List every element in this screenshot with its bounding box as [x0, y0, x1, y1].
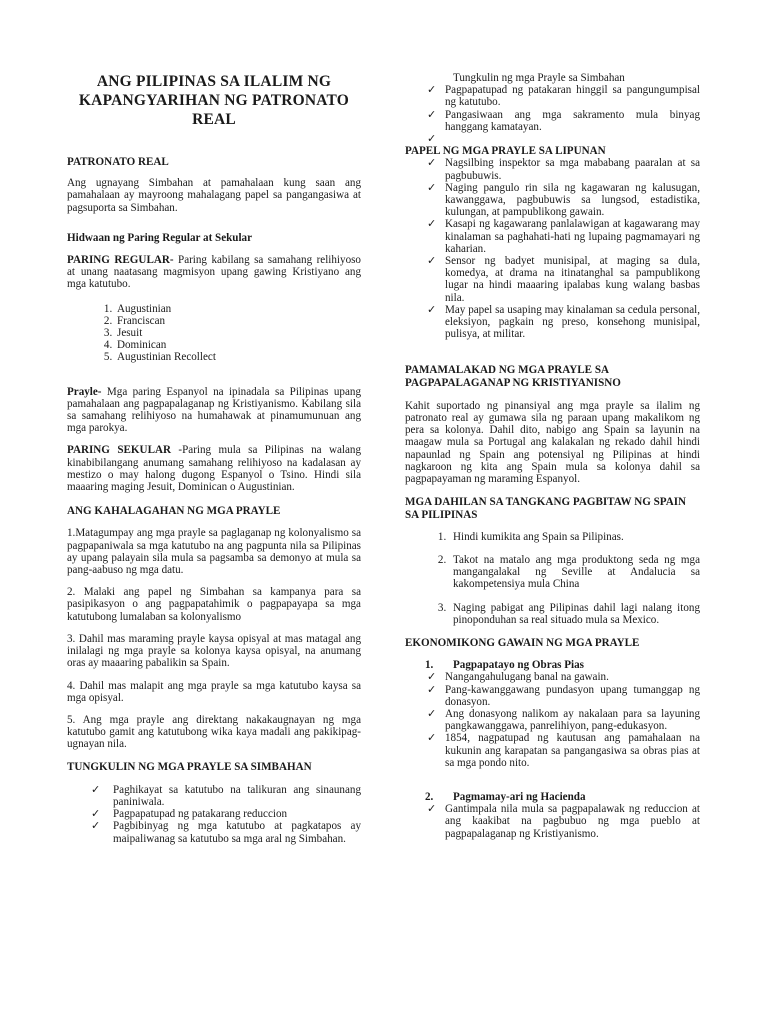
kahalagahan-item-3: 3. Dahil mas maraming prayle kaysa opisyal at mas matagal ang inilalagi ng mga prayle sa kolonya kaysa opisyal, na anumang oras ay maaaring pabalikin sa Spain.: [67, 632, 361, 670]
paring-sekular-text: -Paring mula sa Pilipinas na walang kinabibilangang anumang samahang relihiyoso na kadalasan ay mestizo o may halong dugong Espanyol o Tsino. Hindi sila maaaring maging Jesuit, Dominican o Augustinian.: [67, 444, 361, 494]
kahalagahan-item-2: 2. Malaki ang papel ng Simbahan sa kampanya para sa pasipikasyon o ang pagpapatahimik o pagpapayapa sa mga katutubong lumalaban sa kolonyalismo: [67, 586, 361, 623]
kahalagahan-item-5: 5. Ang mga prayle ang direktang nakakaugnayan ng mga katutubo gamit ang katutubong wika kaya madali ang pakikipag-ugnayan nila.: [67, 713, 361, 751]
list-item: ✓ Nagsilbing inspektor sa mga mababang paaralan at sa pagbubuwis.: [427, 157, 700, 182]
checkmark-icon: ✓: [427, 218, 437, 231]
checkmark-icon: ✓: [427, 157, 437, 170]
dahilan-list: [405, 531, 700, 626]
checkmark-icon: ✓: [427, 84, 437, 97]
checkmark-icon: ✓: [427, 108, 437, 121]
list-item: ✓ 1854, nagpatupad ng kautusan ang pamahalaan na kukunin ang karapatan sa pangangasiwa sa obras pias at sa mga pondo nito.: [427, 732, 700, 769]
checkmark-icon: ✓: [91, 820, 101, 833]
list-item: ✓ Nangangahulugang banal na gawain.: [427, 671, 609, 684]
right-column: [405, 0, 700, 840]
list-item: ✓ Naging pangulo rin sila ng kagawaran ng kalusugan, kawanggawa, pagbubuwis sa lungsod, estadistika, kulungan, at pampublikong gawain.: [427, 181, 700, 219]
obras-pias-heading: 1. Pagpapatayo ng Obras Pias: [425, 659, 584, 672]
prayle-term: Prayle-: [67, 385, 102, 398]
list-item: ✓ Sensor ng badyet munisipal, at maging sa dula, komedya, at drama na itinatanghal sa pampublikong lugar na hindi maaaring ipalabas kung walang basbas nila.: [427, 255, 700, 304]
list-item: ✓ Pagpapatupad ng patakaran hinggil sa pangungumpisal ng katutubo.: [427, 84, 700, 109]
hacienda-list: [405, 803, 700, 840]
checkmark-icon: ✓: [91, 808, 101, 821]
checkmark-icon: ✓: [427, 732, 437, 745]
checkmark-icon: ✓: [427, 803, 437, 816]
list-item: 2. Franciscan: [115, 315, 361, 327]
tungkulin-list: [67, 784, 361, 845]
prayle-text: Mga paring Espanyol na ipinadala sa Pilipinas upang pamahalaan ang pagpapalaganap ng Kristiyanismo. Kabilang sila sa samahang relihiyoso na humahawak at pinamumunuan ang mga parokya.: [67, 385, 361, 435]
paring-regular-paragraph: [67, 254, 361, 291]
ekonomikong-heading: EKONOMIKONG GAWAIN NG MGA PRAYLE: [405, 636, 640, 649]
pamamalakad-heading: PAMAMALAKAD NG MGA PRAYLE SA PAGPAPALAGANAP NG KRISTIYANISNO: [405, 364, 621, 389]
left-column: [67, 0, 361, 845]
list-item: 5. Augustinian Recollect: [115, 351, 361, 363]
checkmark-icon: ✓: [427, 133, 437, 146]
list-item: [405, 133, 700, 145]
religious-orders-list: [67, 303, 361, 364]
continued-heading: Tungkulin ng mga Prayle sa Simbahan: [453, 72, 625, 84]
list-item: 4. Dominican: [115, 339, 361, 351]
papel-list: [405, 157, 700, 340]
list-item: ✓ Kasapi ng kagawarang panlalawigan at kagawarang may kinalaman sa paghahati-hati ng lupaing pagmamayari ng kaharian.: [427, 218, 700, 255]
list-item: ✓ Pangasiwaan ang mga sakramento mula binyag hanggang kamatayan.: [427, 108, 700, 133]
list-item: 1. Augustinian: [115, 303, 361, 315]
kahalagahan-item-4: 4. Dahil mas malapit ang mga prayle sa mga katutubo kaysa sa mga opisyal.: [67, 679, 361, 704]
paring-sekular-paragraph: [67, 444, 361, 493]
tungkulin-heading: TUNGKULIN NG MGA PRAYLE SA SIMBAHAN: [67, 760, 312, 773]
patronato-heading: PATRONATO REAL: [67, 156, 169, 168]
list-item: ✓ Ang donasyong nalikom ay nakalaan para sa layuning pangkawanggawa, panrelihiyon, pang-edukasyon.: [427, 707, 700, 733]
list-item: ✓ Pagpapatupad ng patakarang reduccion: [91, 808, 288, 821]
hidwaan-heading: Hidwaan ng Paring Regular at Sekular: [67, 231, 253, 244]
checkmark-icon: ✓: [91, 783, 101, 796]
dahilan-heading: MGA DAHILAN SA TANGKANG PAGBITAW NG SPAIN SA PILIPINAS: [405, 496, 687, 521]
prayle-paragraph: [67, 386, 361, 435]
paring-regular-text: Paring kabilang sa samahang relihiyoso at unang naatasang magmisyon upang gawing Kristiyano ang mga katutubo.: [67, 254, 361, 291]
obras-pias-list: [405, 671, 700, 769]
checkmark-icon: ✓: [427, 671, 437, 684]
list-item: ✓ Gantimpala nila mula sa pagpapalawak ng reduccion at ang kaakibat na pagbubuo ng mga pueblo at pagpapalaganap ng Kristiyanismo.: [427, 803, 700, 840]
patronato-text: Ang ugnayang Simbahan at pamahalaan kung saan ang pamahalaan ay mayroong mahalagang papel sa pangangasiwa at pagsuporta sa Simbahan.: [67, 177, 361, 214]
paring-regular-term: PARING REGULAR-: [67, 254, 174, 267]
list-item: ✓ May papel sa usaping may kinalaman sa cedula personal, eleksiyon, pagkain ng preso, konsehong munisipal, pulisya, at militar.: [427, 303, 700, 341]
page-title: ANG PILIPINAS SA ILALIM NG KAPANGYARIHAN NG PATRONATO REAL: [78, 73, 350, 128]
list-item: 3. Jesuit: [115, 327, 361, 339]
continued-list: [405, 84, 700, 145]
checkmark-icon: ✓: [427, 707, 437, 720]
list-item: 2. Takot na matalo ang mga produktong seda ng mga mangangalakal ng Seville at Andalucia sa kakompetensiya mula China: [449, 554, 700, 591]
pamamalakad-text: Kahit suportado ng pinansiyal ang mga prayle sa ilalim ng patronato real ay gumawa sila ng paraan upang makalikom ng pera sa kolonya. Dahil dito, nabigo ang Spain sa layunin na maagaw mula sa Portugal ang kalakalan ng rekado dahil hindi napaunlad ng Spain ang potensiyal ng Pilipinas at hindi nagkaroon ng kita ang Spain mula sa kolonya dahil sa pagpapayaman ng maraming Espanyol.: [405, 399, 700, 486]
kahalagahan-item-1: 1.Matagumpay ang mga prayle sa paglaganap ng kolonyalismo sa pagpapaniwala sa mga katutubo na ang pagpunta nila sa Pilipinas ay upang palayain sila mula sa pagsamba sa demonyo at mula sa pang-aabuso ng mga datu.: [67, 527, 361, 577]
kahalagahan-heading: ANG KAHALAGAHAN NG MGA PRAYLE: [67, 505, 281, 518]
list-item: ✓ Pagbibinyag ng mga katutubo at pagkatapos ay maipaliwanag sa katutubo sa mga aral ng Simbahan.: [91, 820, 361, 845]
checkmark-icon: ✓: [427, 303, 437, 316]
hacienda-heading: 2. Pagmamay-ari ng Hacienda: [425, 790, 586, 803]
checkmark-icon: ✓: [427, 181, 437, 194]
paring-sekular-term: PARING SEKULAR: [67, 444, 171, 457]
list-item: 1. Hindi kumikita ang Spain sa Pilipinas.: [449, 531, 700, 543]
checkmark-icon: ✓: [427, 683, 437, 696]
list-item: ✓ Paghikayat sa katutubo na talikuran ang sinaunang paniniwala.: [91, 783, 361, 808]
list-item: ✓ Pang-kawanggawang pundasyon upang tumanggap ng donasyon.: [427, 683, 700, 708]
list-item: 3. Naging pabigat ang Pilipinas dahil lagi nalang itong pinoponduhan sa real situado mula sa Mexico.: [449, 602, 700, 626]
papel-heading: PAPEL NG MGA PRAYLE SA LIPUNAN: [405, 145, 606, 158]
checkmark-icon: ✓: [427, 255, 437, 268]
